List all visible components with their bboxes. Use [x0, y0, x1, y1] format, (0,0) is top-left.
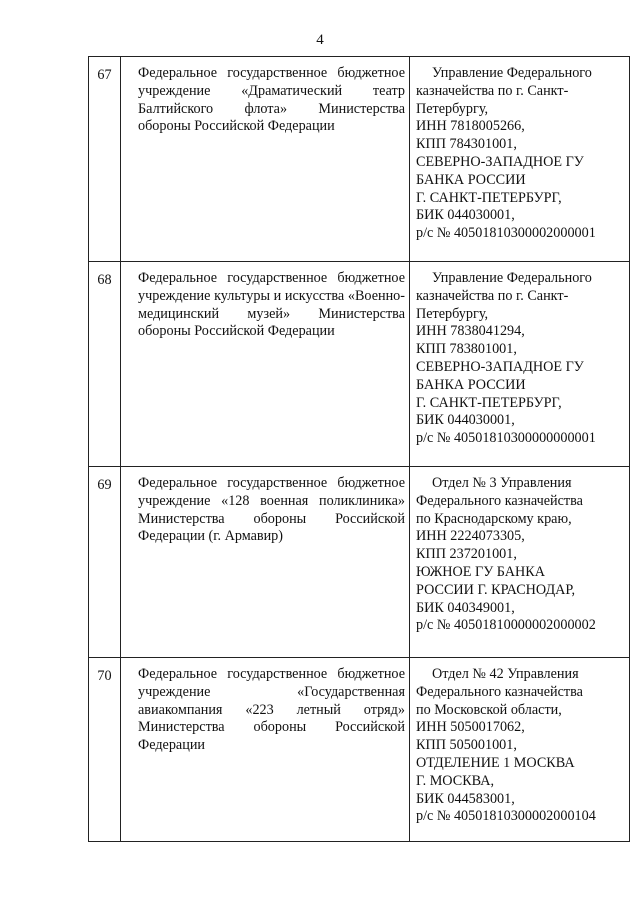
bank-line: КПП 505001001,: [416, 737, 517, 754]
bank-line: БИК 044030001,: [416, 412, 515, 429]
institution-name-text: Федеральное государственное бюджетное учреждение «Драматический театр Балтийского флота» Министерства обороны Российской Федерации: [138, 65, 405, 135]
bank-line: БИК 040349001,: [416, 599, 515, 616]
institution-name: [121, 467, 410, 658]
bank-details: [410, 467, 630, 658]
bank-line: р/с № 40501810000002000002: [416, 617, 596, 634]
institution-name-text: Федеральное государственное бюджетное учреждение «Государственная авиакомпания «223 летный отряд» Министерства обороны Российской Федерации: [138, 666, 405, 754]
bank-line: Петербургу,: [416, 305, 489, 322]
bank-line: КПП 783801001,: [416, 341, 517, 358]
row-number: 69: [89, 467, 121, 658]
bank-line: по Московской области,: [416, 701, 562, 718]
institution-name: [121, 262, 410, 467]
bank-line: БИК 044583001,: [416, 790, 515, 807]
table-row: [89, 467, 630, 658]
bank-line: Федерального казначейства: [416, 683, 583, 700]
bank-line: Управление Федерального: [432, 270, 592, 286]
bank-line: ИНН 2224073305,: [416, 528, 525, 545]
institutions-table: [88, 56, 630, 842]
bank-line: р/с № 40501810300002000104: [416, 808, 596, 825]
row-number: 70: [89, 658, 121, 842]
bank-line: КПП 784301001,: [416, 136, 517, 153]
bank-line: ИНН 7838041294,: [416, 323, 525, 340]
bank-line: р/с № 40501810300000000001: [416, 430, 596, 447]
bank-line: казначейства по г. Санкт-: [416, 287, 569, 304]
bank-line: БАНКА РОССИИ: [416, 171, 526, 188]
bank-line: Федерального казначейства: [416, 492, 583, 509]
table-row: [89, 658, 630, 842]
bank-line: по Краснодарскому краю,: [416, 510, 572, 527]
table-row: [89, 57, 630, 262]
row-number: 67: [89, 57, 121, 262]
table-row: [89, 262, 630, 467]
bank-line: БИК 044030001,: [416, 207, 515, 224]
bank-line: р/с № 40501810300002000001: [416, 225, 596, 242]
bank-line: РОССИИ Г. КРАСНОДАР,: [416, 581, 576, 598]
institution-name: [121, 57, 410, 262]
bank-line: Отдел № 3 Управления: [432, 475, 572, 491]
row-number: 68: [89, 262, 121, 467]
bank-line: Отдел № 42 Управления: [432, 666, 579, 682]
page-number: 4: [316, 32, 324, 48]
bank-line: ОТДЕЛЕНИЕ 1 МОСКВА: [416, 754, 575, 771]
bank-details: [410, 262, 630, 467]
bank-line: Г. САНКТ-ПЕТЕРБУРГ,: [416, 189, 562, 206]
bank-line: БАНКА РОССИИ: [416, 376, 526, 393]
bank-line: Г. МОСКВА,: [416, 772, 495, 789]
bank-line: СЕВЕРНО-ЗАПАДНОЕ ГУ: [416, 153, 584, 170]
bank-details: [410, 57, 630, 262]
bank-line: Г. САНКТ-ПЕТЕРБУРГ,: [416, 394, 562, 411]
bank-line: ЮЖНОЕ ГУ БАНКА: [416, 563, 545, 580]
bank-line: казначейства по г. Санкт-: [416, 82, 569, 99]
institution-name: [121, 658, 410, 842]
bank-line: КПП 237201001,: [416, 546, 517, 563]
institution-name-text: Федеральное государственное бюджетное учреждение «128 военная поликлиника» Министерства обороны Российской Федерации (г. Армавир): [138, 475, 405, 545]
bank-line: ИНН 7818005266,: [416, 118, 525, 135]
bank-details: [410, 658, 630, 842]
institution-name-text: Федеральное государственное бюджетное учреждение культуры и искусства «Военно-медицинский музей» Министерства обороны Российской Федерации: [138, 270, 405, 340]
bank-line: Петербургу,: [416, 100, 489, 117]
bank-line: Управление Федерального: [432, 65, 592, 81]
bank-line: ИНН 5050017062,: [416, 719, 525, 736]
bank-line: СЕВЕРНО-ЗАПАДНОЕ ГУ: [416, 358, 584, 375]
